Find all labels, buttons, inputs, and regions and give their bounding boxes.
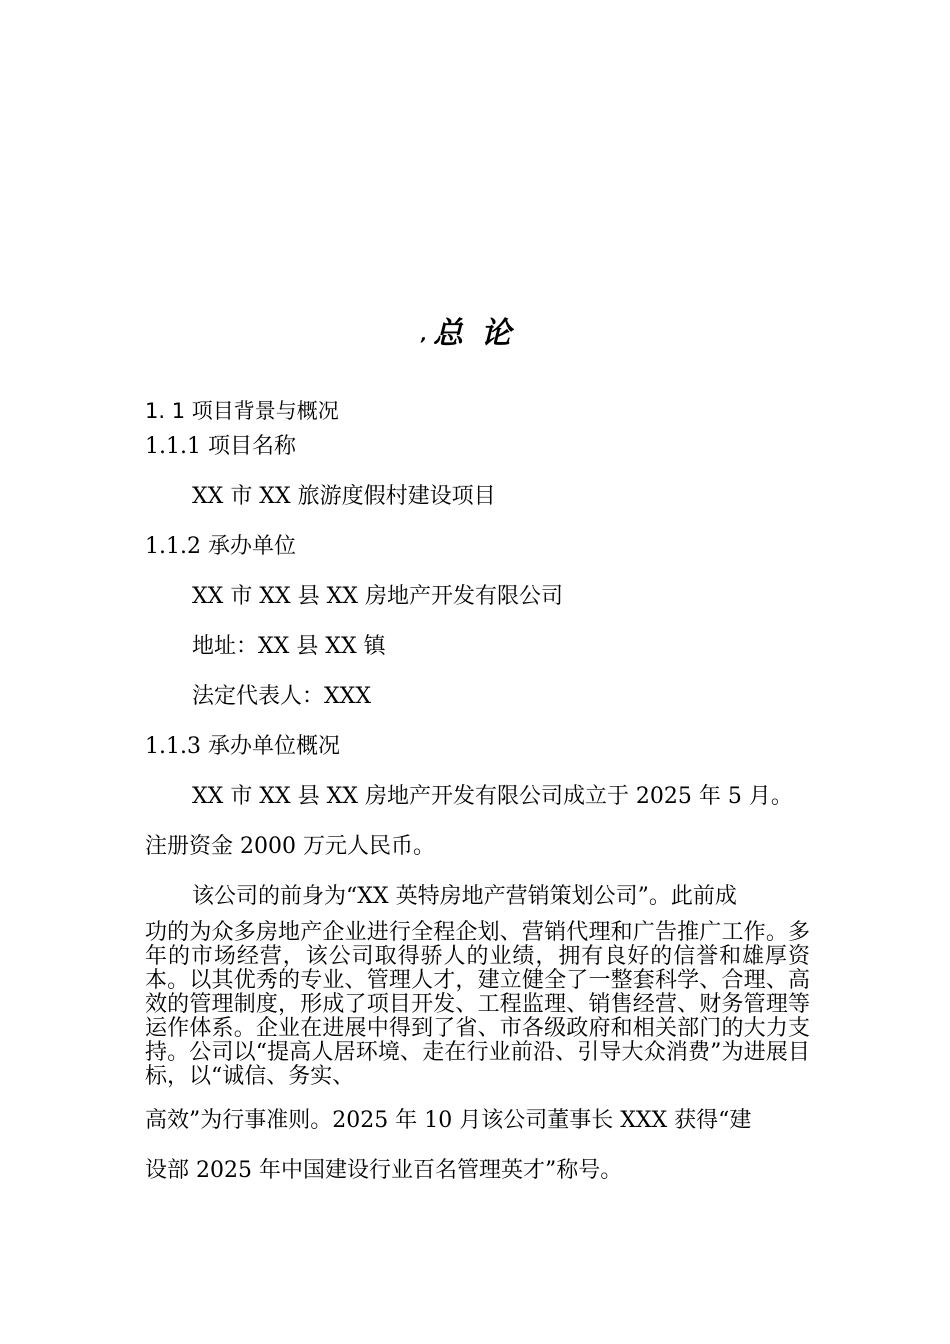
subsection-heading-1-1-1: 1.1.1 项目名称 [145, 434, 296, 459]
overview-para1-line2: 注册资金 2000 万元人民币。 [145, 834, 435, 859]
overview-para2-last-line2: 设部 2025 年中国建设行业百名管理英才”称号。 [145, 1158, 623, 1183]
overview-para1-line1: XX 市 XX 县 XX 房地产开发有限公司成立于 2025 年 5 月。 [192, 784, 793, 809]
title-text: 总论 [433, 316, 530, 351]
company-address: 地址：XX 县 XX 镇 [192, 634, 386, 659]
section-heading-1-1: 1. 1 项目背景与概况 [145, 399, 339, 423]
overview-para2-line1: 该公司的前身为“XX 英特房地产营销策划公司”。此前成 [192, 884, 737, 909]
subsection-heading-1-1-3: 1.1.3 承办单位概况 [145, 734, 340, 759]
chapter-title [0, 308, 950, 352]
company-name: XX 市 XX 县 XX 房地产开发有限公司 [192, 584, 563, 609]
subsection-heading-1-1-2: 1.1.2 承办单位 [145, 534, 296, 559]
legal-representative: 法定代表人：XXX [192, 684, 371, 709]
project-name: XX 市 XX 旅游度假村建设项目 [192, 484, 496, 509]
overview-para2-block: 功的为众多房地产企业进行全程企划、营销代理和广告推广工作。多年的市场经营，该公司取得骄人的业绩，拥有良好的信誉和雄厚资本。以其优秀的专业、管理人才，建立健全了一整套科学、合理、高效的管理制度，形成了项目开发、工程监理、销售经营、财务管理等运作体系。企业在进展中得到了省、市各级政府和相关部门的大力支持。公司以“提高人居环境、走在行业前沿、引导大众消费”为进展目标，以“诚信、务实、 [145, 920, 810, 1089]
overview-para2-last-line1: 高效”为行事准则。2025 年 10 月该公司董事长 XXX 获得“建 [145, 1108, 752, 1133]
title-mark: , [420, 325, 434, 344]
